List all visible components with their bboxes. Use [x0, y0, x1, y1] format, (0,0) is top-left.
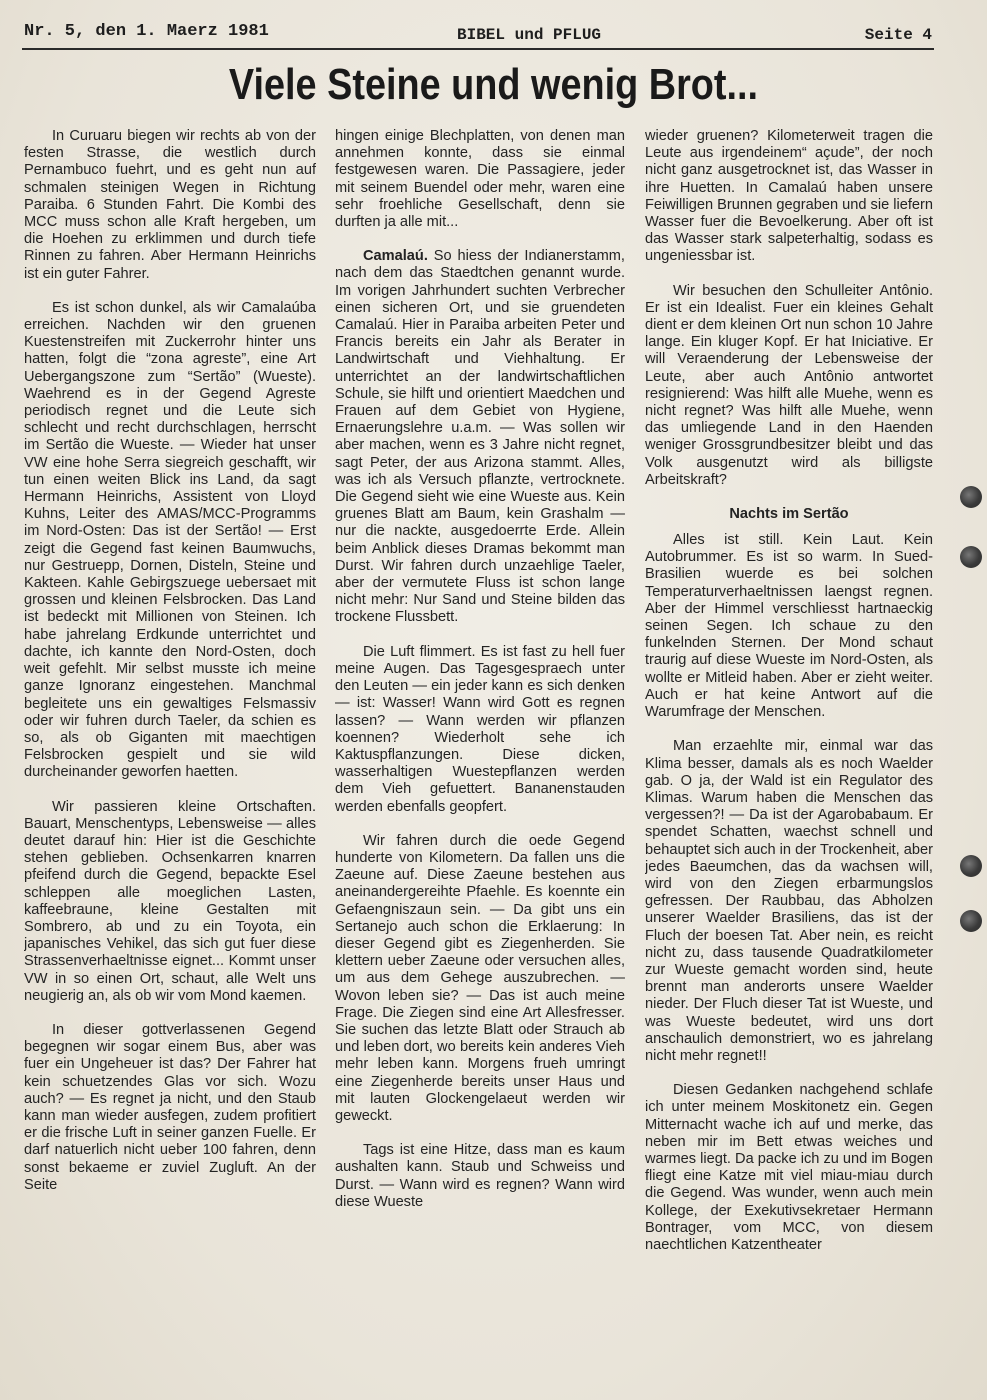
column-3	[645, 128, 933, 1378]
paragraph: Man erzaehlte mir, einmal war das Klima besser, damals als es noch Waelder gab. O ja, der Wald ist ein Regulator des Klimas. Warum haben die Menschen das vergessen?! — Da ist der Agarobabaum. Er spendet Schatten, waechst schnell und behauptet sich auch in der Trockenheit, aber jedes Baeumchen, das da wachsen will, wird von den Ziegen erbarmungslos gefressen. Der Raubbau, das Abholzen unserer Waelder Brasiliens, das ist der Fluch der boesen Tat. Aber nein, es reicht nicht zu, dass tausende Quadratkilometer zur Wueste gemacht worden sind, heute brennt man anderorts unsere Waelder nieder. Der Fluch dieser Tat ist Wueste, und was Wueste bedeutet, wird uns dort anschaulich demonstriert, wo es jahrelang nicht mehr regnet!!	[645, 738, 933, 1064]
issue-date: Nr. 5, den 1. Maerz 1981	[24, 22, 269, 41]
paragraph: Tags ist eine Hitze, dass man es kaum aushalten kann. Staub und Schweiss und Durst. — Wann wird es regnen? Wann wird diese Wueste	[335, 1142, 625, 1210]
binder-hole	[960, 910, 982, 932]
paragraph: Wir besuchen den Schulleiter Antônio. Er ist ein Idealist. Fuer ein kleines Gehalt dient er dem kleinen Ort nun schon 10 Jahre lange. Ein kluger Kopf. Er hat Iniciative. Er will Veraenderung der Lebensweise der Leute, aber auch Antônio antwortet resignierend: Was hilft alle Muehe, wenn es nicht regnet? Was hilft alle Muehe, wenn das umliegende Land in den Haenden weniger Grossgrundbesitzer bleibt und das Volk ausgenutzt wird als billigste Arbeitskraft?	[645, 282, 933, 488]
binder-hole	[960, 486, 982, 508]
paragraph-continued: wieder gruenen? Kilometerweit tragen die Leute aus irgendeinem“ açude”, der noch nicht ganz ausgetrocknet ist, das Wasser in ihre Huetten. In Camalaú haben unsere Feiwilligen Brunnen gegraben und sie liefern Wasser fuer die Bevoelkerung. Aber oft ist das Wasser stark salpeterhaltig, sodass es ungeniessbar ist.	[645, 128, 933, 265]
page-header	[22, 22, 934, 50]
binder-hole	[960, 855, 982, 877]
paragraph: Wir fahren durch die oede Gegend hunderte von Kilometern. Da fallen uns die Zaeune auf. Diese Zaeune bestehen aus aneinandergereihte Pfaehle. Es koennte ein Gefaengniszaun sein. — Da gibt uns ein Sertanejo auch schon die Erklaerung: In dieser Gegend gibt es Ziegenherden. Sie klettern ueber Zaeune oder versuchen alles, um aus dem Gehege auszubrechen. — Wovon leben sie? — Das ist auch meine Frage. Die Ziegen sind eine Art Allesfresser. Sie suchen das letzte Blatt oder Strauch ab und leben dort, wo bereits kein anderes Vieh mehr leben kann. Morgens frueh umringt eine Ziegenherde bereits unser Haus und mit lauten Glockengelaeut werden wir geweckt.	[335, 832, 625, 1124]
paragraph: In dieser gottverlassenen Gegend begegnen wir sogar einem Bus, aber was fuer ein Ungeheuer ist das? Der Fahrer hat kein schuetzendes Glas vor sich. Wozu auch? — Es regnet ja nicht, und den Staub kann man wieder ausfegen, zudem profitiert er die frische Luft in seiner ganzen Fuelle. Er darf natuerlich nicht ueber 100 fahren, denn sonst bekaeme er zuviel Zugluft. An der Seite	[24, 1021, 316, 1193]
subheading: Nachts im Sertão	[729, 506, 849, 523]
paragraph: In Curuaru biegen wir rechts ab von der festen Strasse, die westlich durch Pernambuco fuehrt, und es geht nun auf schmalen steinigen Wegen in Richtung Paraiba. 6 Stunden Fahrt. Die Kombi des MCC muss schon alle Kraft hergeben, um die Hoehen zu erklimmen und durch tiefe Rinnen zu fahren. Aber Hermann Heinrichs ist ein guter Fahrer.	[24, 128, 316, 282]
binder-hole	[960, 546, 982, 568]
paragraph: Wir passieren kleine Ortschaften. Bauart, Menschentyps, Lebensweise — alles deutet darauf hin: Hier ist die Geschichte stehen geblieben. Ochsenkarren knarren pfeifend durch die Gegend, bepackte Esel schleppen alle moeglichen Lasten, kaffeebraune, kleine Gestalten mit Sombrero, ab und zu ein Toyota, ein japanisches Vehikel, das sich gut fuer diese Strassenverhaeltnisse eignet... Kommt unser VW in so einen Ort, schaut, alle Welt uns neugierig an, als ob wir vom Mond kaemen.	[24, 798, 316, 1004]
paragraph: Die Luft flimmert. Es ist fast zu hell fuer meine Augen. Das Tagesgespraech unter den Leuten — ein jeder kann es sich denken — ist: Wasser! Wann wird Gott es regnen lassen? — Wann werden wir pflanzen koennen? Wiederholt sehe ich Kaktuspflanzungen. Diese dicken, wasserhaltigen Wuestepflanzen werden dem Vieh gefuettert. Bananenstauden werden ebenfalls geopfert.	[335, 643, 625, 815]
paragraph: Diesen Gedanken nachgehend schlafe ich unter meinem Moskitonetz ein. Gegen Mitternacht wache ich auf und merke, das neben mir im Bett etwas weiches und warmes liegt. Da packe ich zu und im Bogen fliegt eine Katze mit viel miau-miau durch die Gegend. Was wunder, wenn auch mein Kollege, der Exekutivsekretaer Hermann Bontrager, vom MCC, von diesem naechtlichen Katzentheater	[645, 1082, 933, 1253]
paragraph: Alles ist still. Kein Laut. Kein Autobrummer. Es ist so warm. In Sued-Brasilien wuerde es bei solchen Temperaturverhaeltnissen laengst regnen. Aber der Himmel verschliesst hartnaeckig seinen Segen. Ich schaue zu den funkelnden Sternen. Der Mond schaut traurig auf diese Wueste im Nord-Osten, als wollte er Mitleid haben. Aber er zieht weiter. Auch er hat keine Antwort auf die Warumfrage der Menschen.	[645, 532, 933, 721]
lead-word: Camalaú.	[363, 248, 428, 265]
paragraph: Es ist schon dunkel, als wir Camalaúba erreichen. Nachden wir den gruenen Kuestenstreifen mit Zuckerrohr hinter uns hatten, folgt die “zona agreste”, eine Art Uebergangszone zum “Sertão” (Wueste). Waehrend es in der Gegend Agreste periodisch regnet und die Leute sich schlecht und recht durchschlagen, herrscht im Sertão die Wueste. — Wieder hat unser VW eine hohe Serra siegreich geschafft, wir tun einen weiten Blick ins Land, da sagt Hermann Heinrichs, Assistent von Lloyd Kuhns, Leiter des AMAS/MCC-Programms im Nord-Osten: Das ist der Sertão! — Erst zeigt die Gegend fast keinen Baumwuchs, nur Gestruepp, Dornen, Disteln, Steine und Kakteen. Kahle Gebirgszuege uebersaet mit grossen und kleinen Felsbrocken. Das Land ist bedeckt mit Millionen von Steinen. Ich habe jahrelang Erdkunde unterrichtet und dachte, ich kannte den Nord-Osten, doch weit gefehlt. Mir selbst musste ich meine ganze Ignoranz eingestehen. Manchmal begleitete uns ein gewaltiges Felsmassiv oder wir fuhren durch Taeler, da schien es so, als ob Giganten mit maechtigen Felsbrocken gespielt und sie wild durcheinander geworfen haetten.	[24, 299, 316, 781]
paragraph-text: So hiess der Indianerstamm, nach dem das Staedtchen genannt wurde. Im vorigen Jahrhundert suchten Verbrecher einen sicheren Ort, und sie gruendeten Camalaú. Hier in Paraiba arbeiten Peter und Francis bereits ein Jahr als Berater in Landwirtschaft und Viehhaltung. Er unterrichtet an der landwirtschaftlichen Schule, sie hilft und orientiert Maedchen und Frauen auf dem Gebiet von Hygiene, Ernaerungslehre u.a.m. — Was sollen wir aber machen, wenn es 3 Jahre nicht regnet, sagt Peter, der aus Arizona stammt. Alles, was ich als Versuch pflanzte, vertrocknete. Die Gegend sieht wie eine Wueste aus. Kein gruenes Blatt am Baum, kein Grashalm — nur die nackte, ausgedoerrte Erde. Allein beim Anblick dieses Dramas bekommt man Durst. Wir fahren durch unzaehlige Taeler, aber der vermutete Fluss ist schon lange nicht mehr: Nur Sand und Steine bilden das trockene Flussbett.	[335, 248, 625, 626]
column-2	[335, 128, 625, 1378]
paragraph-continued: hingen einige Blechplatten, von denen man annehmen konnte, dass sie einmal festgewesen waren. Die Passagiere, jeder mit seinem Buendel oder mehr, waren eine sehr froehliche Gesellschaft, denn sie durften ja alle mit...	[335, 128, 625, 231]
article-title: Viele Steine und wenig Brot...	[228, 60, 759, 109]
paragraph	[335, 248, 625, 626]
column-1	[24, 128, 316, 1378]
publication-name: BIBEL und PFLUG	[457, 26, 602, 44]
page-number: Seite 4	[864, 26, 932, 44]
